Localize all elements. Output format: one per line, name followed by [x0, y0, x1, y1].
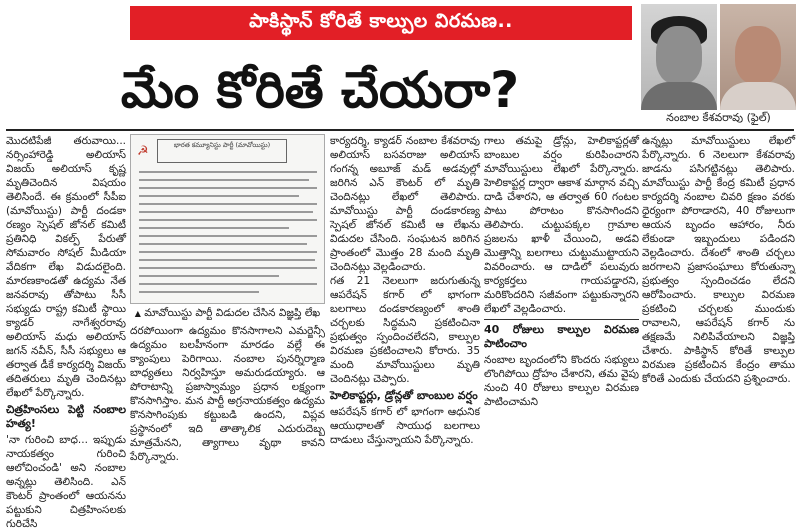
divider: [484, 319, 639, 320]
letter-text-line: [139, 283, 317, 285]
portrait-photo-dead: [720, 4, 796, 110]
paragraph: దరపోయింగా ఉద్యమం కొనసాగాలని ఎమర్జెన్సీ ఉద్యమం బలహీనంగా మారడం వల్లే ఈ క్యాంపులు పెరిగాయి. నంబాల పునర్నిర్మాణ బాధ్యతలు నిర్వహిస్తూ అమరుడయ్యారు. ఆ పోరాటాన్ని ప్రజాస్వామ్యం ప్రధాన లక్ష్యంగా కొనసాగిస్తాం. మన పార్టీ అగ్రనాయకత్వం ఉద్యమ కొనసాగింపుకు కట్టుబడి ఉందని, విప్లవ ప్రస్థానంలో ఇది తాత్కాలిక ఎదురుదెబ్బ మాత్రమేనని, త్యాగాలు వృథా కావని పేర్కొన్నారు.: [130, 325, 325, 463]
column-3: [330, 134, 480, 482]
letter-caption-text: మావోయిస్టు పార్టీ విడుదల చేసిన విజ్ఞప్తి లేఖ: [144, 307, 321, 319]
paragraph: గత 21 నెలలుగా జరుగుతున్న ఆపరేషన్ కగార్ లో భాగంగా బలగాలు దండకారణ్యంలో శాంతి చర్చలకు సిద్ధమని ప్రకటించినా ప్రభుత్వం స్పందించలేదని, కాల్పుల విరమణ ప్రకటించాలని కోరారు. 35 మంది మావోయిస్టులు మృతి చెందినట్లు చెప్పారు.: [330, 275, 480, 385]
letter-text-line: [139, 267, 317, 269]
letter-header: భారత కమ్యూనిస్టు పార్టీ (మావోయిస్టు): [157, 139, 287, 163]
letter-image: [130, 134, 325, 304]
subheading: చిత్రహింసలు పెట్టి నంబాల హత్య!: [6, 403, 126, 430]
letter-text-line: [139, 251, 317, 253]
photo-strip: [641, 4, 796, 110]
photo-caption: నంబాల కేశవరావు (ఫైల్): [666, 111, 771, 124]
letter-text-line: [139, 275, 279, 277]
letter-text-line: [139, 171, 317, 173]
paragraph: నంబాల బృందంలోని కొందరు సభ్యులు లొంగిపోయి ద్రోహం చేశారని, తమ వైపు నుంచి 40 రోజులు కాల్పుల విరమణ పాటించామని: [484, 354, 639, 408]
hammer-sickle-icon: ☭: [137, 144, 149, 159]
column-2: [130, 134, 325, 482]
shirt-shape: [720, 82, 796, 110]
face-shape: [656, 26, 702, 84]
triangle-marker-icon: ▲: [134, 309, 141, 318]
portrait-photo-file: [641, 4, 717, 110]
subheading: 40 రోజులు కాల్పుల విరమణ పాటించాం: [484, 323, 639, 350]
column-4: [484, 134, 639, 482]
letter-text-line: [139, 291, 259, 293]
paragraph: మొదటిపేజీ తరువాయి... నర్సింహారెడ్డి అలియాస్ విజయ్ అలియాస్ కృష్ణ మృతిచెందిన విషయం తెలిసిందే. ఈ క్రమంలో సీపీఐ (మావోయిస్టు) పార్టీ దండకా రణ్యం స్పెషల్ జోనల్ కమిటీ ప్రతినిధి వికల్ప్ పేరుతో సోమవారం సోషల్ మీడియా వేదికగా లేఖ విడుదలైంది. మారణకాండతో ఉద్యమ నేత జనవరావు తోపాటు సీసీ సభ్యుడు రాష్ట్ర కమిటీ స్థాయి క్యాడర్ నాగేశ్వరరావు అలియాస్ మధు అలియాస్ జగన్ నవీన్, సీసీ సభ్యులు ఆ తర్వాత డీకే కార్యదర్శి విజయ్ తదితరులు మృతి చెందినట్లు లేఖలో పేర్కొన్నారు.: [6, 135, 126, 399]
letter-text-line: [139, 195, 299, 197]
paragraph: ఆపరేషన్ కగార్ లో భాగంగా ఆధునిక ఆయుధాలతో సాయుధ బలగాలు దాడులు చేస్తున్నాయని పేర్కొన్నారు.: [330, 406, 480, 446]
kicker-banner: పాకిస్థాన్ కోరితే కాల్పుల విరమణ..: [130, 6, 632, 40]
letter-text-line: [139, 235, 317, 237]
letter-text-line: [139, 243, 307, 245]
letter-text-line: [139, 259, 315, 261]
shirt-shape: [641, 82, 717, 110]
headline: మేం కోరితే చేయరా?: [120, 61, 520, 119]
paragraph: ఉన్నట్లు మావోయిస్టులు లేఖలో పేర్కొన్నారు. 6 నెలలుగా కేశవరావు జాడను పసిగట్టినట్లు తెలిపారు. మావోయిస్టు పార్టీ కేంద్ర కమిటీ ప్రధాన కార్యదర్శి నంబాల చివరి క్షణం వరకు ధైర్యంగా పోరాడారని, 40 రోజులుగా ఆయన బృందం ఆహారం, నీరు లేకుండా ఇబ్బందులు పడిందని వెల్లడించారు. దేశంలో శాంతి చర్చలు జరగాలని ప్రజాసంఘాలు కోరుతున్నా ప్రభుత్వం స్పందించడం లేదని ఆరోపించారు. కాల్పుల విరమణ ప్రకటించి చర్చలకు ముందుకు రావాలని, ఆపరేషన్ కగార్ ను తక్షణమే నిలిపివేయాలని విజ్ఞప్తి చేశారు. పాకిస్థాన్ కోరితే కాల్పుల విరమణ ప్రకటించిన కేంద్రం తాము కోరితే ఎందుకు చేయదని ప్రశ్నించారు.: [642, 135, 795, 385]
paragraph: 'నా గురించి బాధ... ఇప్పుడు నాయకత్వం గురించి ఆలోచించండి' అని నంబాల అన్నట్లు తెలిసింది. ఎన్ కౌంటర్ ప్రాంతంలో ఆయనను పట్టుకుని చిత్రహింసలకు గురిచేసి: [6, 434, 126, 530]
letter-text-line: [139, 203, 317, 205]
paragraph: కార్యదర్శి, క్యాడర్ నంబాల కేశవరావు అలియాస్ బసవరాజు అలియాస్ గంగన్న అబూజ్ మడ్ అడవుల్లో జరిగిన ఎన్ కౌంటర్ లో మృతి చెందినట్లు లేఖలో తెలిపారు. మావోయిస్టు పార్టీ దండకారణ్య స్పెషల్ జోనల్ కమిటీ ఆ లేఖను విడుదల చేసింది. సంఘటన జరిగిన ప్రాంతంలో మొత్తం 28 మంది మృతి చెందినట్లు వెల్లడించారు.: [330, 135, 480, 273]
letter-caption: [130, 306, 325, 321]
column-5: [642, 134, 795, 482]
subheading: హెలికాప్టర్లు, డ్రోన్లతో బాంబుల వర్షం: [330, 389, 478, 402]
letter-text-line: [139, 219, 317, 221]
column-1: [6, 134, 126, 530]
letter-text-line: [139, 179, 309, 181]
letter-text-line: [139, 187, 317, 189]
letter-text-line: [139, 227, 289, 229]
headline-divider: [6, 129, 794, 131]
letter-text-line: [139, 211, 313, 213]
paragraph: గాలు తమపై డ్రోన్లు, హెలికాప్టర్లతో బాంబుల వర్షం కురిపించారని మావోయిస్టులు లేఖలో పేర్కొన్నారు. హెలికాప్టర్ల ద్వారా ఆకాశ మార్గాన వచ్చి దాడి చేశారని, ఆ తర్వాత 60 గంటల పాటు పోరాటం కొనసాగిందని తెలిపారు. చుట్టుపక్కల గ్రామాల ప్రజలను ఖాళీ చేయించి, అడవి మొత్తాన్ని బలగాలు చుట్టుముట్టాయని వివరించారు. ఆ దాడిలో పలువురు కార్యకర్తలు గాయపడ్డారని, మరికొందరిని సజీవంగా పట్టుకున్నారని లేఖలో వెల్లడించారు.: [484, 135, 639, 315]
face-shape: [735, 26, 781, 84]
